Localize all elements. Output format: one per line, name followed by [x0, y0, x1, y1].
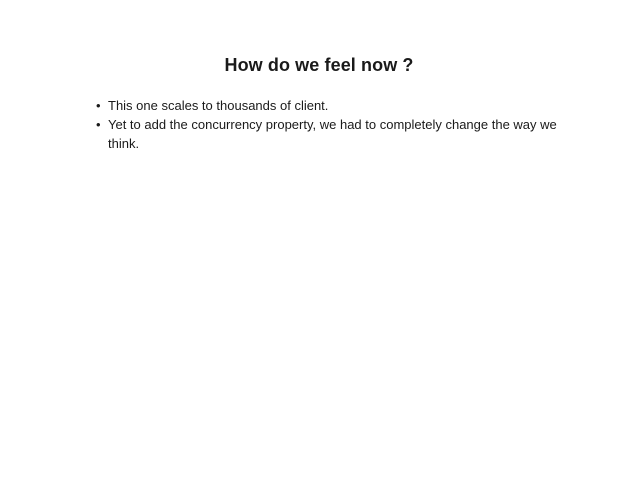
bullet-icon: • — [96, 98, 101, 113]
bullet-text: Yet to add the concurrency property, we had to completely change the way we think. — [108, 117, 557, 151]
bullet-text: This one scales to thousands of client. — [108, 98, 329, 113]
bullet-icon: • — [96, 117, 101, 132]
bullet-list — [96, 96, 576, 153]
list-item — [96, 115, 576, 153]
slide-title: How do we feel now ? — [224, 55, 414, 75]
list-item — [96, 96, 576, 115]
